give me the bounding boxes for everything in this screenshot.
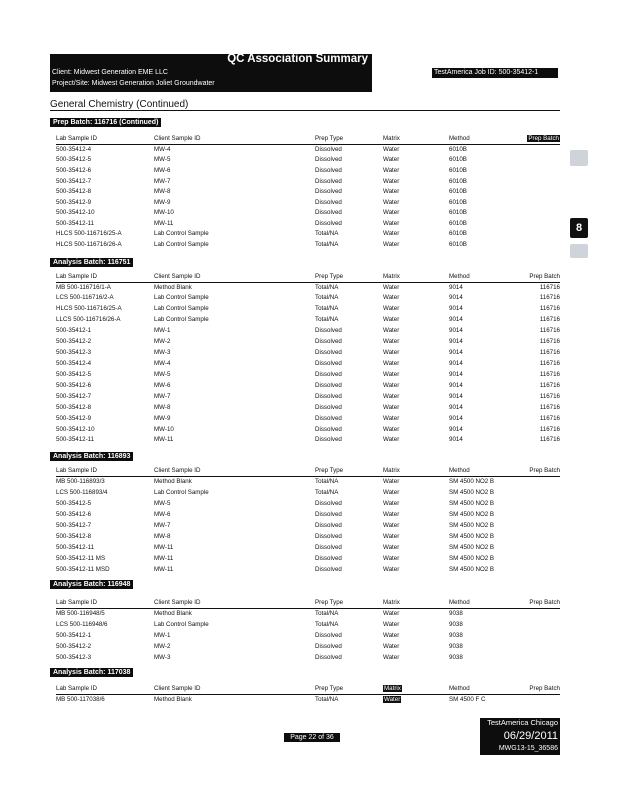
table-row: 500-35412-4 MW-4 Dissolved Water 6010B bbox=[56, 146, 467, 153]
table-row: 500-35412-4 MW-4 Dissolved Water 9014 116716 bbox=[56, 360, 560, 367]
table-row: HLCS 500-116716/26-A Lab Control Sample Total/NA Water 6010B bbox=[56, 241, 467, 248]
section-divider bbox=[50, 110, 560, 111]
side-tab-upper bbox=[570, 150, 588, 166]
table-row: MB 500-116948/5 Method Blank Total/NA Water 9038 bbox=[56, 610, 463, 617]
batch-label: Prep Batch: 116716 (Continued) bbox=[50, 118, 161, 127]
lab-name: TestAmerica Chicago bbox=[487, 718, 558, 727]
project-line: Project/Site: Midwest Generation Joliet Groundwater bbox=[52, 80, 215, 87]
client-line: Client: Midwest Generation EME LLC bbox=[52, 69, 168, 76]
table-row: 500-35412-11 MW-11 Dissolved Water 9014 116716 bbox=[56, 436, 560, 443]
table-row: 500-35412-10 MW-10 Dissolved Water 6010B bbox=[56, 209, 467, 216]
job-id: TestAmerica Job ID: 500-35412-1 bbox=[432, 68, 558, 78]
report-date: 06/29/2011 bbox=[503, 730, 558, 742]
table-row: 500-35412-1 MW-1 Dissolved Water 9038 bbox=[56, 632, 463, 639]
column-header-row bbox=[56, 134, 560, 145]
page-number: Page 22 of 36 bbox=[284, 733, 340, 742]
table-row: MB 500-116716/1-A Method Blank Total/NA Water 9014 116716 bbox=[56, 284, 560, 291]
table-row: LCS 500-116893/4 Lab Control Sample Total/NA Water SM 4500 NO2 B bbox=[56, 489, 495, 496]
document-reference: MWG13-15_36586 bbox=[498, 745, 558, 752]
column-header-row: Lab Sample ID Client Sample ID Prep Type Matrix Method Prep Batch bbox=[56, 684, 560, 695]
table-row: 500-35412-1 MW-1 Dissolved Water 9014 116716 bbox=[56, 327, 560, 334]
batch-label: Analysis Batch: 117038 bbox=[50, 668, 133, 677]
table-row: HLCS 500-116716/25-A Lab Control Sample Total/NA Water 6010B bbox=[56, 230, 467, 237]
table-row: 500-35412-10 MW-10 Dissolved Water 9014 116716 bbox=[56, 426, 560, 433]
table-row: 500-35412-11 MS MW-11 Dissolved Water SM 4500 NO2 B bbox=[56, 555, 495, 562]
table-row: 500-35412-7 MW-7 Dissolved Water 6010B bbox=[56, 178, 467, 185]
table-row: MB 500-117038/6 Method Blank Total/NA Water SM 4500 F C bbox=[56, 696, 486, 703]
table-row: 500-35412-6 MW-6 Dissolved Water SM 4500 NO2 B bbox=[56, 511, 495, 518]
footer-brand-block bbox=[480, 718, 560, 755]
col-prep-type: Prep Type bbox=[315, 135, 344, 142]
table-row: 500-35412-8 MW-8 Dissolved Water SM 4500 NO2 B bbox=[56, 533, 495, 540]
col-prep-batch: Prep Batch bbox=[528, 135, 559, 142]
batch-label: Analysis Batch: 116751 bbox=[50, 258, 133, 267]
batch-label: Analysis Batch: 116948 bbox=[50, 580, 133, 589]
section-title: General Chemistry (Continued) bbox=[50, 99, 189, 110]
batch-label: Analysis Batch: 116893 bbox=[50, 452, 133, 461]
table-row: 500-35412-8 MW-8 Dissolved Water 9014 116716 bbox=[56, 404, 560, 411]
table-row: 500-35412-2 MW-2 Dissolved Water 9038 bbox=[56, 643, 463, 650]
col-client-sample-id: Client Sample ID bbox=[154, 135, 201, 142]
report-header bbox=[50, 54, 372, 92]
table-row: 500-35412-6 MW-6 Dissolved Water 9014 116716 bbox=[56, 382, 560, 389]
table-row: 500-35412-8 MW-8 Dissolved Water 6010B bbox=[56, 188, 467, 195]
table-row: 500-35412-7 MW-7 Dissolved Water SM 4500 NO2 B bbox=[56, 522, 495, 529]
table-row: 500-35412-3 MW-3 Dissolved Water 9014 116716 bbox=[56, 349, 560, 356]
table-row: 500-35412-11 MW-11 Dissolved Water SM 4500 NO2 B bbox=[56, 544, 495, 551]
table-row: 500-35412-9 MW-9 Dissolved Water 9014 116716 bbox=[56, 415, 560, 422]
column-header-row: Lab Sample ID Client Sample ID Prep Type Matrix Method Prep Batch bbox=[56, 466, 560, 477]
table-row: 500-35412-9 MW-9 Dissolved Water 6010B bbox=[56, 199, 467, 206]
table-row: 500-35412-11 MSD MW-11 Dissolved Water SM 4500 NO2 B bbox=[56, 566, 495, 573]
table-row: 500-35412-11 MW-11 Dissolved Water 6010B bbox=[56, 220, 467, 227]
column-header-row: Lab Sample ID Client Sample ID Prep Type Matrix Method Prep Batch bbox=[56, 272, 560, 283]
column-header-row: Lab Sample ID Client Sample ID Prep Type Matrix Method Prep Batch bbox=[56, 598, 560, 609]
side-tab-current: 8 bbox=[570, 218, 588, 238]
table-row: 500-35412-3 MW-3 Dissolved Water 9038 bbox=[56, 654, 463, 661]
table-row: 500-35412-5 MW-5 Dissolved Water SM 4500 NO2 B bbox=[56, 500, 495, 507]
table-row: HLCS 500-116716/25-A Lab Control Sample Total/NA Water 9014 116716 bbox=[56, 305, 560, 312]
side-tab-lower bbox=[570, 244, 588, 258]
table-row: 500-35412-5 MW-5 Dissolved Water 9014 116716 bbox=[56, 371, 560, 378]
col-lab-sample-id: Lab Sample ID bbox=[56, 135, 97, 142]
table-row: MB 500-116893/3 Method Blank Total/NA Water SM 4500 NO2 B bbox=[56, 478, 495, 485]
table-row: 500-35412-2 MW-2 Dissolved Water 9014 116716 bbox=[56, 338, 560, 345]
report-title: QC Association Summary bbox=[227, 53, 368, 65]
table-row: 500-35412-6 MW-6 Dissolved Water 6010B bbox=[56, 167, 467, 174]
col-matrix: Matrix bbox=[383, 135, 400, 142]
table-row: LLCS 500-116716/26-A Lab Control Sample Total/NA Water 9014 116716 bbox=[56, 316, 560, 323]
table-row: 500-35412-7 MW-7 Dissolved Water 9014 116716 bbox=[56, 393, 560, 400]
col-method: Method bbox=[449, 135, 470, 142]
table-row: LCS 500-116716/2-A Lab Control Sample Total/NA Water 9014 116716 bbox=[56, 294, 560, 301]
table-row: LCS 500-116948/6 Lab Control Sample Total/NA Water 9038 bbox=[56, 621, 463, 628]
table-row: 500-35412-5 MW-5 Dissolved Water 6010B bbox=[56, 156, 467, 163]
